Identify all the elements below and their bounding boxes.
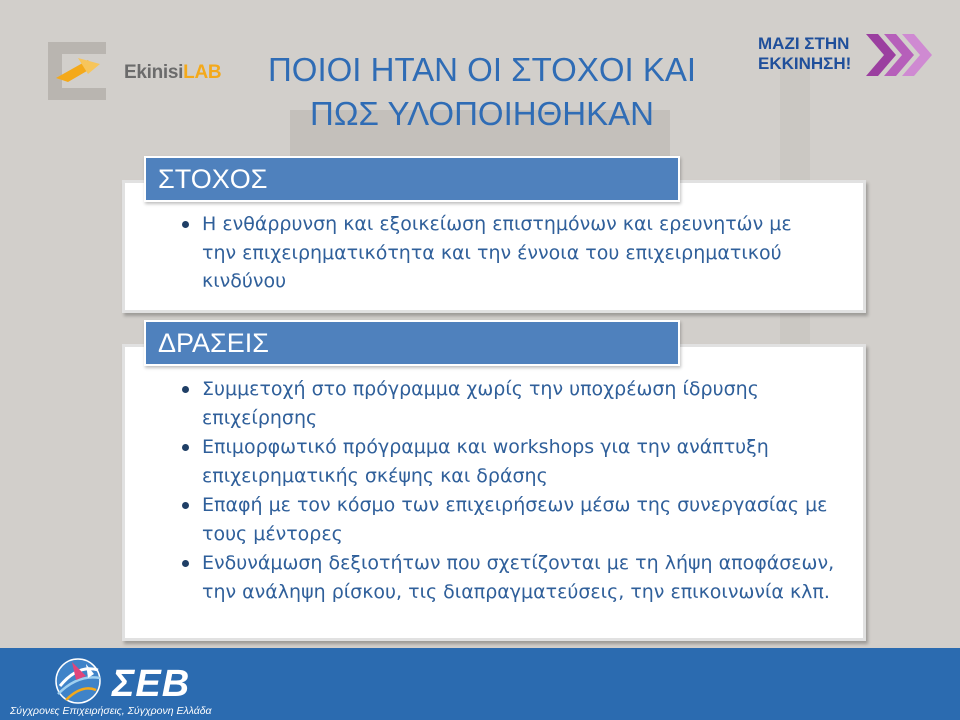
seb-wordmark: ΣΕΒ [112, 663, 191, 705]
list-item [178, 433, 838, 491]
mazi-line-1: ΜΑΖΙ ΣΤΗΝ [758, 34, 850, 53]
seb-tagline: Σύγχρονες Επιχειρήσεις, Σύγχρονη Ελλάδα [10, 705, 212, 717]
actions-header: ΔΡΑΣΕΙΣ [144, 320, 680, 366]
list-item [178, 375, 838, 433]
mazi-line-2: ΕΚΚΙΝΗΣΗ! [758, 54, 852, 73]
ekinisi-lab-logo [48, 38, 222, 104]
page-title [232, 48, 732, 136]
mazi-stin-ekkinisi-logo [756, 30, 936, 86]
goal-header: ΣΤΟΧΟΣ [144, 156, 680, 202]
list-item-text: Συμμετοχή στο πρόγραμμα χωρίς την υποχρέωση ίδρυσης επιχείρησης [202, 378, 759, 429]
bullet-icon [182, 386, 189, 393]
ekinisi-mark-icon [48, 38, 124, 104]
footer-bar [0, 648, 960, 720]
page-title-line-1: ΠΟΙΟΙ ΗΤΑΝ ΟΙ ΣΤΟΧΟΙ ΚΑΙ [267, 51, 697, 88]
list-item-text: Επιμορφωτικό πρόγραμμα και workshops για την ανάπτυξη επιχειρηματικής σκέψης και δράσης [202, 436, 769, 487]
bullet-icon [182, 221, 189, 228]
ekinisi-lab-wordmark [124, 62, 221, 84]
seb-globe-icon [52, 656, 108, 706]
mazi-wordmark [758, 34, 851, 74]
list-item-text: Επαφή με τον κόσμο των επιχειρήσεων μέσω της συνεργασίας με τους μέντορες [202, 494, 828, 545]
ekinisi-name: Ekinisi [124, 62, 184, 83]
bullet-icon [182, 444, 189, 451]
ekinisi-lab-suffix: LAB [183, 62, 222, 83]
list-item-text: Η ενθάρρυνση και εξοικείωση επιστημόνων και ερευνητών με την επιχειρηματικότητα και την έννοια του επιχειρηματικού κινδύνου [202, 213, 792, 292]
list-item [178, 210, 818, 296]
bullet-icon [182, 560, 189, 567]
page-title-line-2: ΠΩΣ ΥΛΟΠΟΙΗΘΗΚΑΝ [310, 95, 654, 132]
goal-bullet-list [178, 210, 818, 296]
actions-bullet-list [178, 375, 838, 607]
list-item [178, 549, 838, 607]
bullet-icon [182, 502, 189, 509]
list-item [178, 491, 838, 549]
chevrons-icon [866, 30, 936, 80]
list-item-text: Ενδυνάμωση δεξιοτήτων που σχετίζονται με τη λήψη αποφάσεων, την ανάληψη ρίσκου, τις διαπραγματεύσεις, την επικοινωνία κλπ. [202, 552, 835, 603]
